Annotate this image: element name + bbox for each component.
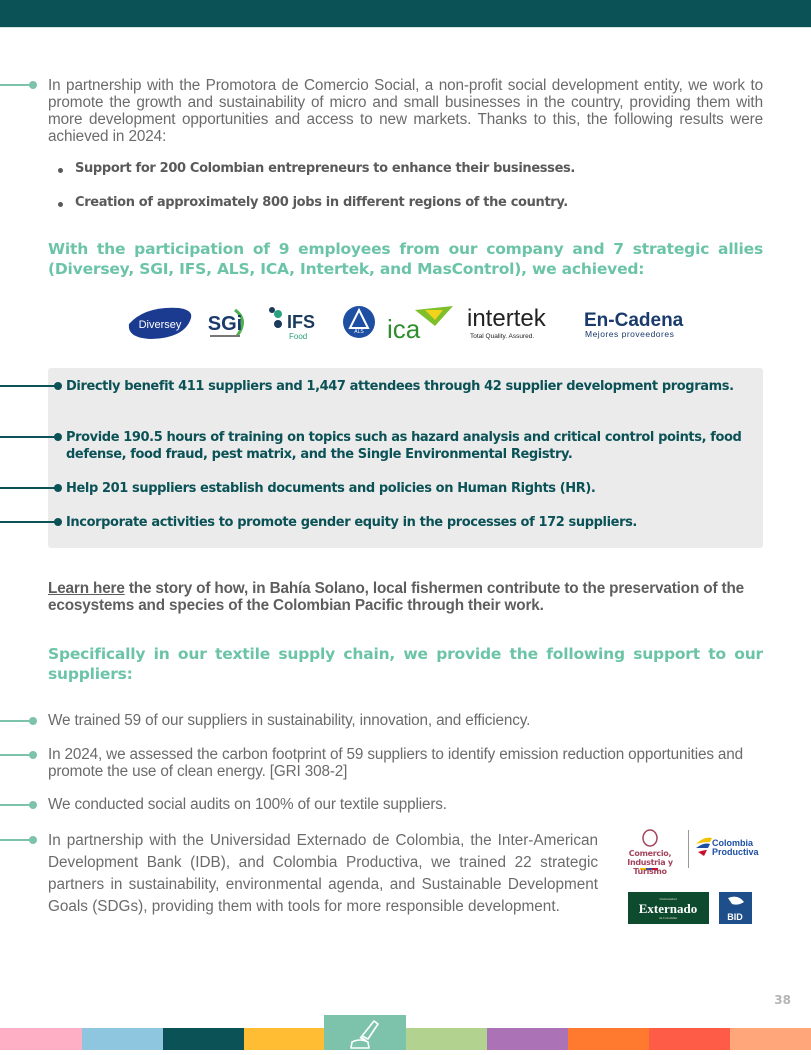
logo-subtext: Total Quality. Assured. (470, 333, 535, 340)
als-logo (340, 300, 380, 345)
connector-dot (29, 801, 37, 809)
list-item: Creation of approximately 800 jobs in different regions of the country. (56, 195, 756, 210)
connector-line (0, 385, 57, 387)
connector-line (0, 487, 57, 489)
intro-bullet-list (56, 161, 756, 210)
connector-dot (29, 751, 37, 759)
connector-dot (29, 836, 37, 844)
partnership-paragraph: In partnership with the Universidad Externado de Colombia, the Inter-American Development Bank (IDB), and Colombia Productiva, we trained 22 strategic partners in sustainability, environmental agenda, and Sustainable Development Goals (SDGs), providing them with tools for more responsible development. (48, 832, 598, 915)
strip-segment (568, 1028, 649, 1050)
logo-text: intertek (467, 305, 546, 332)
colombia-productiva-logo (696, 838, 760, 857)
intro-paragraph: In partnership with the Promotora de Comercio Social, a non-profit social development entity, we work to promote the growth and sustainability of micro and small businesses in the country, providing them with more development opportunities and access to new markets. Thanks to this, the following results were achieved in 2024: (48, 77, 763, 145)
logo-text: ALS (354, 329, 364, 335)
achievement-item: Help 201 suppliers establish documents and policies on Human Rights (HR). (66, 481, 596, 496)
connector-line (0, 804, 32, 806)
textile-item: We trained 59 of our suppliers in sustainability, innovation, and efficiency. (48, 712, 531, 729)
textile-heading: Specifically in our textile supply chain, we provide the following support to our suppliers: (48, 645, 763, 683)
logo-text: Universidad (659, 897, 677, 901)
achievement-item: Provide 190.5 hours of training on topics such as hazard analysis and critical control points, food defense, food fraud, pest matrix, and the Single Environmental Registry. (66, 430, 742, 462)
logo-text: IFS (287, 312, 316, 332)
connector-dot (29, 81, 37, 89)
page-number: 38 (774, 993, 791, 1007)
mincomercio-logo-text: Comercio, Industria y Turismo (627, 849, 673, 876)
strip-segment (82, 1028, 163, 1050)
learn-here-link[interactable]: Learn here (48, 580, 125, 597)
learn-more-paragraph (48, 580, 763, 614)
textile-item: We conducted social audits on 100% of our textile suppliers. (48, 796, 447, 813)
bid-logo (719, 892, 752, 924)
pen-in-inkwell-icon (324, 1015, 406, 1050)
diversey-logo (125, 300, 195, 345)
logo-text: Colombia (712, 838, 754, 848)
intertek-logo (465, 300, 570, 345)
strip-segment (730, 1028, 811, 1050)
logo-text: BID (727, 912, 743, 922)
strip-segment (163, 1028, 244, 1050)
section-icon-tab (324, 1015, 406, 1050)
connector-dot (29, 717, 37, 725)
strip-segment (406, 1028, 487, 1050)
achievement-item: Incorporate activities to promote gender equity in the processes of 172 suppliers. (66, 515, 637, 530)
strip-segment (649, 1028, 730, 1050)
strip-segment (244, 1028, 325, 1050)
allies-heading: With the participation of 9 employees from our company and 7 strategic allies (Diversey, SGI, IFS, ALS, ICA, Intertek, and MasControl), we achieved: (48, 240, 763, 278)
logo-text: de Colombia (659, 916, 677, 920)
header-divider (0, 27, 811, 28)
strip-segment (0, 1028, 82, 1050)
textile-item: In 2024, we assessed the carbon footprint of 59 suppliers to identify emission reduction opportunities and promote the use of clean energy. [GRI 308-2] (48, 746, 743, 780)
ally-logos (120, 300, 700, 345)
encadena-logo (582, 300, 692, 345)
sgi-logo (205, 300, 250, 345)
connector-dot (54, 433, 62, 441)
logo-text: En-Cadena (584, 310, 684, 331)
connector-line (0, 754, 32, 756)
logo-text: Diversey (138, 319, 182, 331)
connector-line (0, 436, 57, 438)
list-item: Support for 200 Colombian entrepreneurs to enhance their businesses. (56, 161, 756, 195)
strip-segment (487, 1028, 568, 1050)
connector-line (0, 84, 32, 86)
connector-dot (54, 382, 62, 390)
logo-text: Productiva (712, 847, 759, 857)
externado-logo (628, 892, 709, 924)
header-bar (0, 0, 811, 27)
learn-more-text: the story of how, in Bahía Solano, local fishermen contribute to the preservation of the ecosystems and species of the Colombian Pacific through their work. (48, 580, 745, 614)
logo-subtext: Food (289, 332, 308, 341)
connector-dot (54, 518, 62, 526)
connector-dot (54, 484, 62, 492)
connector-line (0, 720, 32, 722)
connector-line (0, 521, 57, 523)
ica-logo (385, 300, 455, 345)
partner-logos (612, 822, 772, 932)
connector-line (0, 839, 32, 841)
logo-subtext: Mejores proveedores (585, 329, 675, 339)
ifs-food-logo (265, 300, 330, 345)
achievement-item: Directly benefit 411 suppliers and 1,447 attendees through 42 supplier development programs. (66, 379, 734, 394)
logo-text: ica (387, 314, 421, 344)
logo-text: SGi (207, 313, 243, 335)
logo-text: Externado (638, 901, 698, 916)
